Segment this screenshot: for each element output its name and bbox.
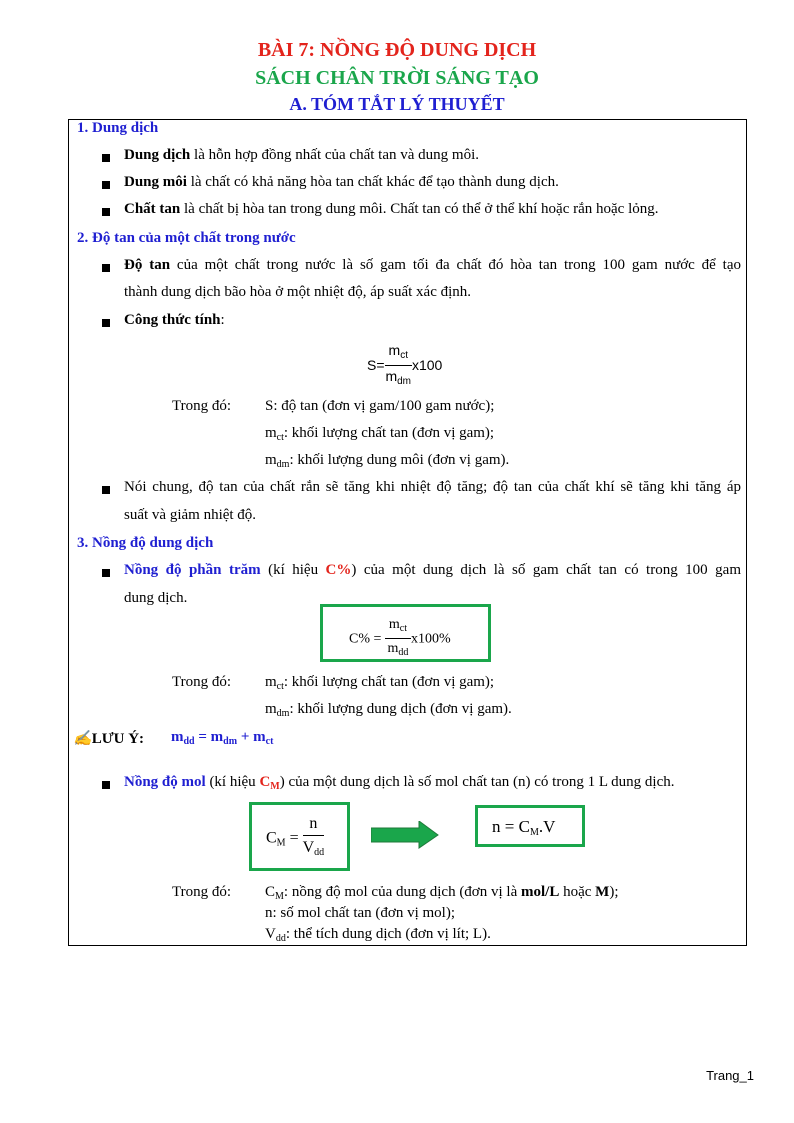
where-label: Trong đó: [172,398,232,414]
numerator: n [309,815,318,832]
fraction [303,813,325,865]
where-mdd [265,701,512,719]
page-number: Trang_1 [706,1068,754,1083]
denominator-sub: dd [398,647,409,658]
where-label-3: Trong đó: [172,884,232,900]
square-bullet-icon [102,208,110,216]
bullet-cm [124,774,675,792]
text: : khối lượng chất tan (đơn vị gam); [283,425,495,441]
page-header [0,36,794,116]
sym: m [265,452,277,468]
sub: dd [275,933,286,944]
formula-lhs: C% = [349,631,382,647]
heading-dung-dich: 1. Dung dịch [77,120,159,136]
text: ) của một dung dịch là số gam chất tan có trong 100 gam [351,562,741,578]
bullet-noi-chung-line1: Nói chung, độ tan của chất rắn sẽ tăng khi nhiệt độ tăng; độ tan của chất khí sẽ tăng khi tăng áp [124,479,741,495]
text: : khối lượng dung môi (đơn vị gam). [289,452,510,468]
fraction [385,341,412,392]
square-bullet-icon [102,181,110,189]
where-n: n: số mol chất tan (đơn vị mol); [265,905,455,921]
sub: ct [265,736,274,747]
colon: : [220,312,225,328]
sym: V [265,926,276,942]
sym: m [171,729,184,745]
unit: M [595,884,610,900]
text: (kí hiệu [205,774,260,790]
text: hoặc [559,884,596,900]
right-arrow-icon [371,821,439,849]
formula-cm-box [249,802,350,871]
text: là chất bị hòa tan trong dung môi. Chất tan có thể ở thể khí hoặc rắn hoặc lỏng. [180,201,659,217]
sub: M [276,837,286,849]
page-subtitle: SÁCH CHÂN TRỜI SÁNG TẠO [255,67,539,89]
text: ) của một dung dịch là số mol chất tan (n) có trong 1 L dung dịch. [279,774,675,790]
heading-nong-do: 3. Nồng độ dung dịch [77,535,214,551]
theory-box [68,119,747,946]
where-vdd [265,926,491,944]
sym: C [259,774,271,790]
term: Công thức tính [124,312,221,328]
denominator: m [387,641,399,656]
denominator-sub: dd [314,847,325,858]
text: của một chất trong nước là số gam tối đa chất đó hòa tan trong 100 gam nước để tạo [170,257,742,273]
bullet-cong-thuc [124,312,225,329]
text: là chất có khả năng hòa tan chất khác để tạo thành dung dịch. [186,174,559,190]
note-formula [171,729,273,747]
where-s: S: độ tan (đơn vị gam/100 gam nước); [265,398,495,414]
sym: m [265,674,277,690]
term: Nồng độ mol [124,774,206,790]
bullet-dung-dich [124,147,479,164]
fraction [385,616,411,663]
where-mct [265,425,494,443]
formula-rhs: x100 [411,357,443,374]
formula-solubility [367,341,442,392]
formula-lhs: S= [367,357,385,374]
symbol: C% [325,562,352,578]
note-line [73,729,144,748]
eq: = [289,829,299,847]
where-mdm [265,452,509,470]
text: : nồng độ mol của dung dịch (đơn vị là [283,884,521,900]
sub: M [275,891,284,902]
formula-n [492,817,555,838]
sym: .V [538,817,556,836]
bullet-chat-tan [124,201,659,218]
sub: ct [276,681,284,692]
formula-rhs: x100% [411,631,451,647]
square-bullet-icon [102,264,110,272]
square-bullet-icon [102,154,110,162]
denominator: m [385,368,398,384]
bullet-c-percent-line2: dung dịch. [124,590,188,606]
bullet-c-percent-line1 [124,562,741,579]
term: Nồng độ phần trăm [124,562,261,578]
sub: dm [276,708,290,719]
formula-c-percent [349,616,451,663]
sym: = m [194,729,224,745]
text: : khối lượng dung dịch (đơn vị gam). [289,701,512,717]
text: ); [609,884,619,900]
text: : thể tích dung dịch (đơn vị lít; L). [285,926,491,942]
text: là hỗn hợp đồng nhất của chất tan và dung môi. [190,147,479,163]
term: Độ tan [124,257,171,273]
unit: mol/L [521,884,560,900]
sym: n = C [492,817,530,836]
formula-n-box [475,805,585,847]
heading-do-tan: 2. Độ tan của một chất trong nước [77,230,296,246]
numerator: m [388,617,400,632]
denominator: V [302,839,315,856]
formula-cm [266,813,324,865]
text: : khối lượng chất tan (đơn vị gam); [283,674,495,690]
symbol [259,774,279,790]
sym: C [265,884,276,900]
square-bullet-icon [102,781,110,789]
term: Dung môi [124,174,187,190]
sym: + m [237,729,266,745]
writing-hand-icon: ✍ [73,731,92,747]
page-title: BÀI 7: NỒNG ĐỘ DUNG DỊCH [257,39,537,61]
sym: m [265,701,277,717]
denominator-sub: dm [397,376,412,387]
sym: C [266,829,277,847]
bullet-noi-chung-line2: suất và giảm nhiệt độ. [124,507,257,523]
where-label-2: Trong đó: [172,674,232,690]
bullet-do-tan-line2: thành dung dịch bão hòa ở một nhiệt độ, áp suất xác định. [124,284,472,300]
sym: m [265,425,277,441]
numerator: m [388,342,401,358]
where-mct-2 [265,674,494,692]
bullet-dung-moi [124,174,559,191]
term: Chất tan [124,201,181,217]
square-bullet-icon [102,486,110,494]
sub: M [529,827,539,838]
note-label: LƯU Ý: [91,731,145,747]
where-cm [265,884,619,902]
sub: dm [276,459,290,470]
sub: dm [223,736,238,747]
numerator-sub: ct [399,623,408,634]
bullet-do-tan-line1 [124,257,741,274]
text: (kí hiệu [260,562,326,578]
term: Dung dịch [124,147,191,163]
sub: ct [276,432,284,443]
sub: dd [183,736,195,747]
section-title: A. TÓM TẮT LÝ THUYẾT [289,94,505,114]
square-bullet-icon [102,569,110,577]
numerator-sub: ct [400,350,408,361]
formula-c-percent-box [320,604,491,662]
square-bullet-icon [102,319,110,327]
sub: M [270,781,280,792]
